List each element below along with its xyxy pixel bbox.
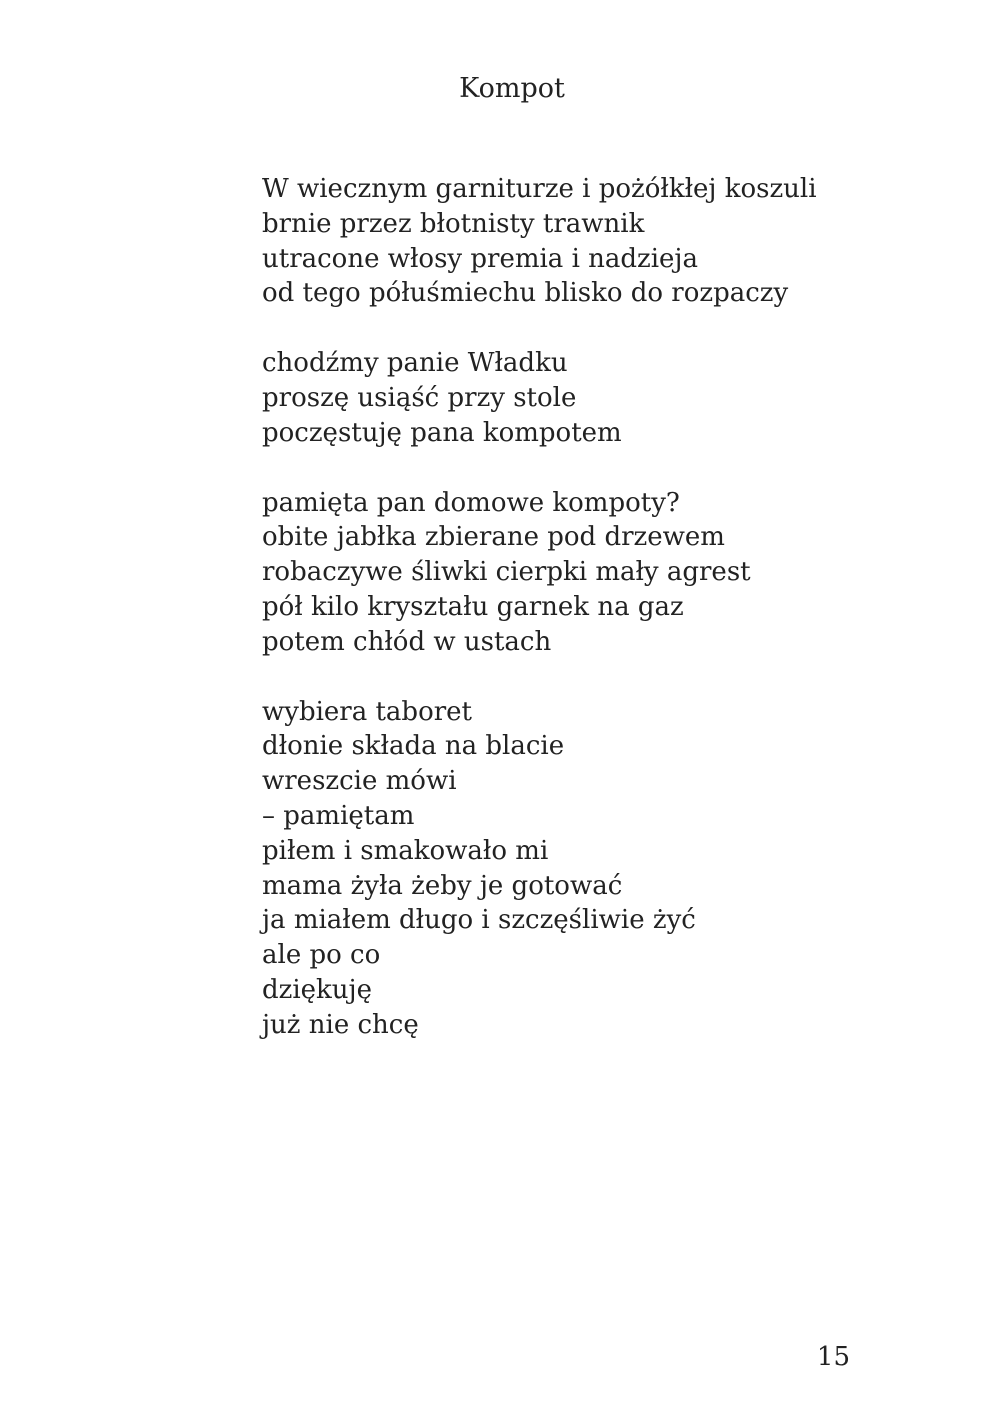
verse-line: robaczywe śliwki cierpki mały agrest [262,557,751,588]
verse-line: – pamiętam [262,800,415,831]
verse-line: chodźmy panie Władku [262,348,568,379]
verse-line: wreszcie mówi [262,766,457,797]
verse-line: proszę usiąść przy stole [262,382,577,413]
verse-line: utracone włosy premia i nadzieja [262,243,698,274]
verse-line: dziękuję [262,974,372,1005]
verse-line: już nie chcę [262,1009,419,1040]
verse-line: potem chłód w ustach [262,626,552,657]
poem-title: Kompot [459,73,565,104]
verse-line: pamięta pan domowe kompoty? [262,487,680,518]
verse-line: od tego półuśmiechu blisko do rozpaczy [262,278,789,309]
verse-line: brnie przez błotnisty trawnik [262,208,645,239]
verse-line: obite jabłka zbierane pod drzewem [262,522,725,553]
stanza-4 [262,695,902,1043]
page-number: 15 [816,1342,850,1372]
verse-line: wybiera taboret [262,696,472,727]
verse-line: ale po co [262,940,381,971]
poem-body [262,172,902,1078]
verse-line: mama żyła żeby je gotować [262,870,623,901]
stanza-3 [262,486,902,660]
verse-line: pół kilo kryształu garnek na gaz [262,591,684,622]
verse-line: ja miałem długo i szczęśliwie żyć [262,905,696,936]
verse-line: W wiecznym garniturze i pożółkłej koszuli [262,174,817,204]
stanza-1 [262,172,902,311]
verse-line: dłonie składa na blacie [262,731,565,762]
verse-line: piłem i smakowało mi [262,835,549,866]
stanza-2 [262,346,902,450]
verse-line: poczęstuję pana kompotem [262,417,622,448]
